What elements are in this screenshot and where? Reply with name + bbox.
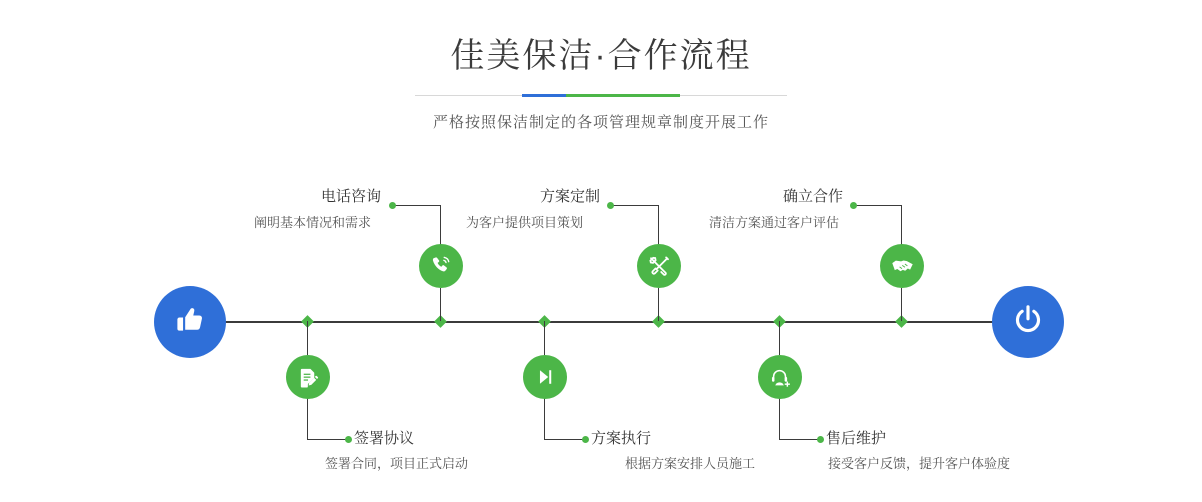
step-connector-vertical — [544, 398, 545, 439]
step-connector-horizontal — [544, 439, 585, 440]
step-icon-play-forward — [523, 355, 567, 399]
step-connector-vertical — [440, 288, 441, 321]
divider-accent-blue — [522, 94, 566, 97]
step-description: 阐明基本情况和需求 — [254, 215, 372, 230]
step-icon-phone-call — [419, 244, 463, 288]
step-label: 方案执行 — [591, 430, 652, 447]
step-label: 方案定制 — [540, 188, 601, 205]
step-connector-dot — [817, 436, 824, 443]
contract-edit-icon — [297, 366, 320, 389]
step-icon-handshake — [880, 244, 924, 288]
step-connector-vertical — [779, 398, 780, 439]
step-connector-horizontal — [779, 439, 820, 440]
step-label: 签署协议 — [354, 430, 415, 447]
timeline-start-badge — [154, 286, 226, 358]
play-forward-icon — [534, 366, 556, 388]
divider-accent-green — [566, 94, 680, 97]
step-connector-horizontal — [307, 439, 348, 440]
step-description: 签署合同，项目正式启动 — [325, 456, 469, 471]
step-connector-vertical — [658, 205, 659, 245]
timeline-end-badge — [992, 286, 1064, 358]
step-description: 清洁方案通过客户评估 — [709, 215, 840, 230]
step-label: 电话咨询 — [321, 188, 382, 205]
step-connector-horizontal — [611, 205, 659, 206]
step-connector-horizontal — [854, 205, 902, 206]
step-connector-vertical — [901, 205, 902, 245]
step-label: 售后维护 — [826, 430, 887, 447]
step-connector-dot — [607, 202, 614, 209]
phone-call-icon — [429, 254, 453, 278]
customer-support-icon — [769, 366, 792, 389]
title-divider — [415, 94, 787, 97]
handshake-icon — [890, 254, 915, 279]
step-connector-vertical — [544, 321, 545, 355]
step-connector-horizontal — [393, 205, 441, 206]
plan-tools-icon — [647, 254, 671, 278]
step-icon-contract-edit — [286, 355, 330, 399]
step-icon-customer-support — [758, 355, 802, 399]
power-icon — [1010, 302, 1046, 343]
header — [0, 34, 1202, 132]
page-title: 佳美保洁·合作流程 — [450, 37, 752, 75]
step-label: 确立合作 — [783, 188, 844, 205]
step-connector-dot — [345, 436, 352, 443]
step-connector-dot — [389, 202, 396, 209]
step-connector-vertical — [779, 321, 780, 355]
step-description: 根据方案安排人员施工 — [625, 456, 756, 471]
step-connector-vertical — [901, 288, 902, 321]
thumbs-up-icon — [173, 303, 207, 342]
step-description: 接受客户反馈，提升客户体验度 — [828, 456, 1011, 471]
step-connector-vertical — [307, 321, 308, 355]
step-icon-plan-tools — [637, 244, 681, 288]
step-description: 为客户提供项目策划 — [466, 215, 584, 230]
step-connector-dot — [850, 202, 857, 209]
step-connector-vertical — [307, 398, 308, 439]
step-connector-vertical — [658, 288, 659, 321]
step-connector-dot — [582, 436, 589, 443]
step-connector-vertical — [440, 205, 441, 245]
page-subtitle: 严格按照保洁制定的各项管理规章制度开展工作 — [432, 114, 769, 131]
